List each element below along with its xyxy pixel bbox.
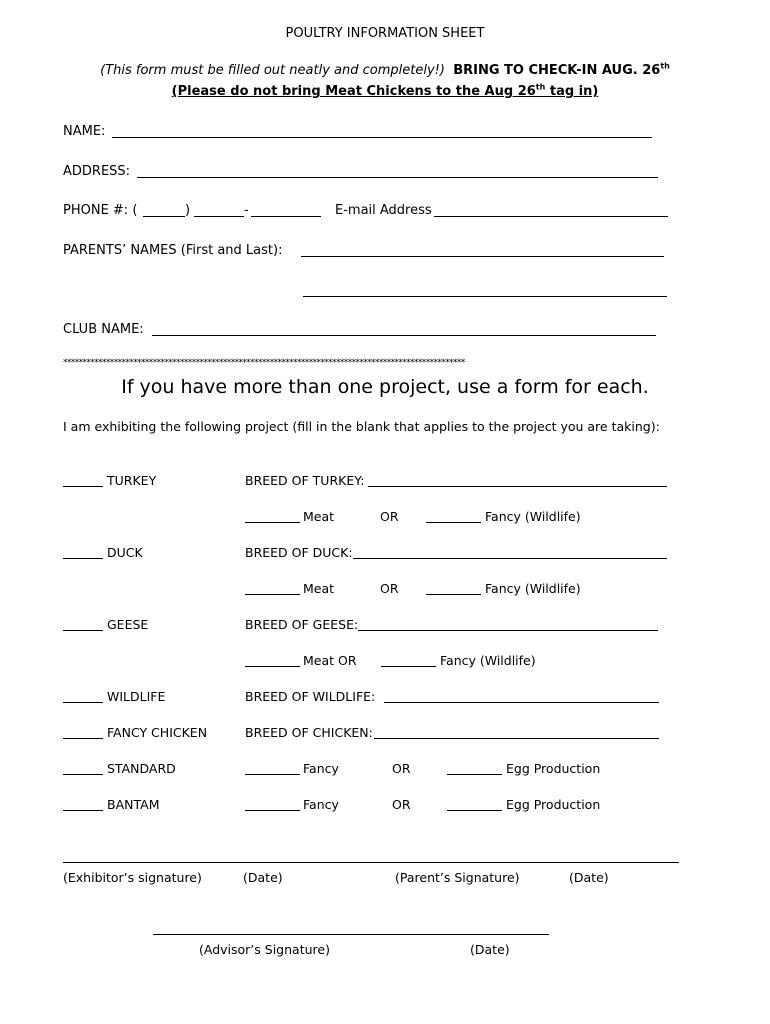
geese-meat-blank[interactable] — [245, 666, 300, 667]
standard-fancy-label: Fancy — [303, 761, 339, 776]
turkey-fancy-blank[interactable] — [426, 522, 481, 523]
bantam-fancy-blank[interactable] — [245, 810, 300, 811]
note-checkin: BRING TO CHECK-IN AUG. 26th — [453, 61, 670, 78]
breed-turkey-field[interactable] — [368, 486, 667, 487]
standard-or: OR — [392, 761, 411, 776]
breed-geese-field[interactable] — [358, 630, 658, 631]
name-label: NAME: — [63, 124, 106, 139]
club-label: CLUB NAME: — [63, 322, 144, 337]
bantam-or: OR — [392, 797, 411, 812]
parents-field-2[interactable] — [303, 296, 667, 297]
turkey-meat-label: Meat — [303, 509, 335, 524]
turkey-blank[interactable] — [63, 486, 103, 487]
advisor-signature-line[interactable] — [153, 934, 549, 935]
standard-fancy-blank[interactable] — [245, 774, 300, 775]
bantam-fancy-label: Fancy — [303, 797, 339, 812]
duck-meat-label: Meat — [303, 581, 335, 596]
standard-egg-blank[interactable] — [447, 774, 502, 775]
geese-blank[interactable] — [63, 630, 103, 631]
breed-turkey-label: BREED OF TURKEY: — [245, 473, 365, 488]
instruction-text: I am exhibiting the following project (fill in the blank that applies to the project you are taking): — [63, 419, 660, 434]
breed-wildlife-label: BREED OF WILDLIFE: — [245, 689, 376, 704]
club-field[interactable] — [152, 335, 656, 336]
exhibitor-parent-signature-line[interactable] — [63, 862, 679, 863]
bantam-egg-blank[interactable] — [447, 810, 502, 811]
geese-meat-or-label: Meat OR — [303, 653, 357, 668]
phone-paren: ) — [185, 203, 191, 218]
fancy-chicken-blank[interactable] — [63, 738, 103, 739]
geese-fancy-label: Fancy (Wildlife) — [440, 653, 536, 668]
parents-field-1[interactable] — [301, 256, 664, 257]
duck-fancy-blank[interactable] — [426, 594, 481, 595]
exhibitor-date-label: (Date) — [243, 870, 283, 885]
turkey-meat-blank[interactable] — [245, 522, 300, 523]
phone-label: PHONE #: ( — [63, 203, 138, 218]
duck-blank[interactable] — [63, 558, 103, 559]
form-note — [0, 63, 770, 78]
standard-blank[interactable] — [63, 774, 103, 775]
name-field[interactable] — [112, 137, 652, 138]
phone-dash: - — [244, 203, 249, 218]
advisor-date-label: (Date) — [470, 942, 510, 957]
meat-chicken-note: (Please do not bring Meat Chickens to the Aug 26th tag in) — [171, 82, 599, 99]
phone-number-field[interactable] — [251, 216, 321, 217]
email-field[interactable] — [434, 216, 668, 217]
breed-chicken-label: BREED OF CHICKEN: — [245, 725, 373, 740]
turkey-or: OR — [380, 509, 399, 524]
address-field[interactable] — [137, 177, 658, 178]
exhibitor-signature-label: (Exhibitor’s signature) — [63, 870, 202, 885]
parent-date-label: (Date) — [569, 870, 609, 885]
phone-prefix-field[interactable] — [194, 216, 244, 217]
parents-label: PARENTS’ NAMES (First and Last): — [63, 243, 283, 258]
duck-fancy-label: Fancy (Wildlife) — [485, 581, 581, 596]
breed-wildlife-field[interactable] — [384, 702, 659, 703]
duck-meat-blank[interactable] — [245, 594, 300, 595]
advisor-signature-label: (Advisor’s Signature) — [199, 942, 330, 957]
breed-geese-label: BREED OF GEESE: — [245, 617, 359, 632]
breed-chicken-field[interactable] — [374, 738, 659, 739]
star-divider: ******************************************************************************************************* — [63, 358, 465, 368]
turkey-label: TURKEY — [107, 473, 157, 488]
wildlife-label: WILDLIFE — [107, 689, 166, 704]
geese-fancy-blank[interactable] — [381, 666, 436, 667]
duck-label: DUCK — [107, 545, 143, 560]
turkey-fancy-label: Fancy (Wildlife) — [485, 509, 581, 524]
breed-duck-field[interactable] — [353, 558, 667, 559]
bantam-egg-label: Egg Production — [506, 797, 601, 812]
phone-area-code-field[interactable] — [143, 216, 185, 217]
breed-duck-label: BREED OF DUCK: — [245, 545, 353, 560]
parent-signature-label: (Parent’s Signature) — [395, 870, 520, 885]
wildlife-blank[interactable] — [63, 702, 103, 703]
bantam-blank[interactable] — [63, 810, 103, 811]
fancy-chicken-label: FANCY CHICKEN — [107, 725, 208, 740]
geese-label: GEESE — [107, 617, 149, 632]
bantam-label: BANTAM — [107, 797, 160, 812]
note-italic: (This form must be filled out neatly and completely!) — [100, 63, 445, 78]
standard-egg-label: Egg Production — [506, 761, 601, 776]
standard-label: STANDARD — [107, 761, 176, 776]
address-label: ADDRESS: — [63, 164, 131, 179]
form-title: POULTRY INFORMATION SHEET — [285, 26, 485, 41]
email-label: E-mail Address — [335, 203, 432, 218]
section-heading: If you have more than one project, use a form for each. — [121, 376, 649, 398]
duck-or: OR — [380, 581, 399, 596]
